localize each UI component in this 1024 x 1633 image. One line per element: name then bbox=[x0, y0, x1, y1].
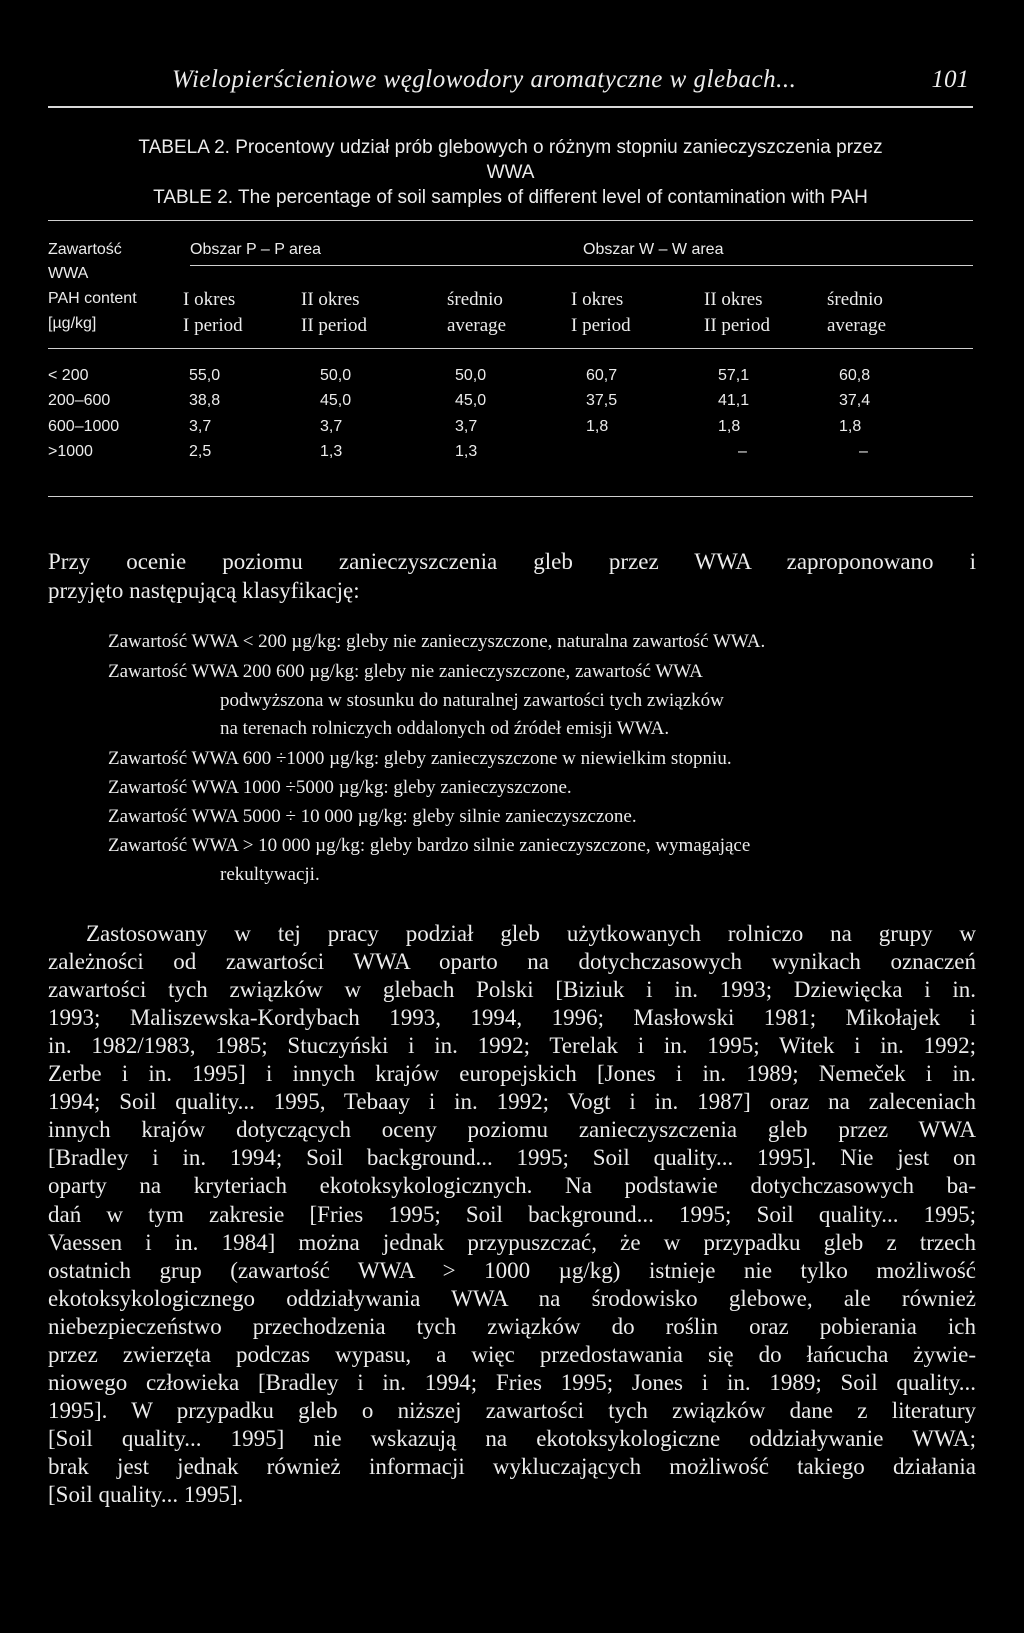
value-cell: 60,8 bbox=[839, 367, 871, 384]
range-cell: 200–600 bbox=[48, 392, 111, 409]
value-cell: 1,8 bbox=[586, 418, 609, 435]
value-cell: 1,8 bbox=[839, 418, 862, 435]
column-header-en: average bbox=[827, 315, 887, 336]
body-line: 1993; Maliszewska-Kordybach 1993, 1994, 1996; Masłowski 1981; Mikołajek i bbox=[48, 1005, 976, 1031]
intro-line1: Przy ocenie poziomu zanieczyszczenia gleb przez WWA zaproponowano i bbox=[48, 549, 976, 574]
body-line: zależności od zawartości WWA oparto na dotychczasowych wynikach oznaczeń bbox=[48, 949, 976, 975]
classification-item: Zawartość WWA < 200 µg/kg: gleby nie zanieczyszczone, naturalna zawartość WWA. bbox=[108, 631, 766, 652]
column-header-pl: II okres bbox=[301, 289, 360, 310]
value-cell: – bbox=[859, 443, 868, 460]
value-cell: 1,3 bbox=[455, 443, 478, 460]
body-line: niowego człowieka [Bradley i in. 1994; Fries 1995; Jones i in. 1989; Soil quality... bbox=[48, 1369, 976, 1395]
range-cell: < 200 bbox=[48, 367, 89, 384]
classification-item-cont: rekultywacji. bbox=[220, 864, 320, 885]
value-cell: 55,0 bbox=[189, 367, 221, 384]
body-line: Zastosowany w tej pracy podział gleb użytkowanych rolniczo na grupy w bbox=[86, 921, 976, 946]
table-caption-pl: TABELA 2. Procentowy udział prób glebowych o różnym stopniu zanieczyszczenia przez bbox=[138, 137, 883, 158]
running-header bbox=[48, 62, 973, 108]
body-line: niebezpieczeństwo przechodzenia tych związków do roślin oraz pobierania ich bbox=[48, 1313, 976, 1339]
range-cell: 600–1000 bbox=[48, 418, 120, 435]
value-cell: 1,3 bbox=[320, 443, 343, 460]
value-cell: 3,7 bbox=[320, 418, 343, 435]
value-cell: 2,5 bbox=[189, 443, 212, 460]
column-header-en: II period bbox=[301, 315, 367, 336]
body-line: in. 1982/1983, 1985; Stuczyński i in. 1992; Terelak i in. 1995; Witek i in. 1992; bbox=[48, 1033, 976, 1059]
value-cell: 45,0 bbox=[320, 392, 352, 409]
body-line: ekotoksykologicznego oddziaływania WWA na środowisko glebowe, ale również bbox=[48, 1285, 976, 1311]
classification-item: Zawartość WWA 600 ÷1000 µg/kg: gleby zanieczyszczone w niewielkim stopniu. bbox=[108, 748, 732, 769]
area-w-header: Obszar W – W area bbox=[583, 241, 724, 258]
classification-item: Zawartość WWA > 10 000 µg/kg: gleby bardzo silnie zanieczyszczone, wymagające bbox=[108, 835, 751, 856]
rowhead-line1: Zawartość bbox=[48, 241, 122, 258]
body-line: dań w tym zakresie [Fries 1995; Soil background... 1995; Soil quality... 1995; bbox=[48, 1201, 976, 1227]
body-line: 1995]. W przypadku gleb o niższej zawartości tych związków dane z literatury bbox=[48, 1397, 976, 1423]
column-header-pl: średnio bbox=[447, 289, 503, 310]
value-cell: 41,1 bbox=[718, 392, 750, 409]
rowhead-line2: WWA bbox=[48, 265, 89, 282]
column-header-pl: średnio bbox=[827, 289, 883, 310]
body-line: przez zwierzęta podczas wypasu, a więc przedostawania się do łańcucha żywie- bbox=[48, 1341, 976, 1367]
body-line: brak jest jednak również informacji wykluczających możliwość takiego działania bbox=[48, 1453, 976, 1479]
classification-item: Zawartość WWA 1000 ÷5000 µg/kg: gleby zanieczyszczone. bbox=[108, 777, 572, 798]
body-line: zawartości tych związków w glebach Polski [Biziuk i in. 1993; Dziewięcka i in. bbox=[48, 977, 976, 1003]
value-cell: – bbox=[738, 443, 747, 460]
column-header-en: I period bbox=[183, 315, 243, 336]
body-line: [Bradley i in. 1994; Soil background... 1995; Soil quality... 1995]. Nie jest on bbox=[48, 1145, 976, 1171]
column-header-pl: I okres bbox=[183, 289, 236, 310]
running-title: Wielopierścieniowe węglowodory aromatyczne w glebach... bbox=[172, 66, 797, 93]
body-line: innych krajów dotyczących oceny poziomu zanieczyszczenia gleb przez WWA bbox=[48, 1117, 976, 1143]
classification-item: Zawartość WWA 200 600 µg/kg: gleby nie zanieczyszczone, zawartość WWA bbox=[108, 661, 703, 682]
body-line: ostatnich grup (zawartość WWA > 1000 µg/kg) istnieje nie tylko możliwość bbox=[48, 1257, 976, 1283]
value-cell: 50,0 bbox=[320, 367, 352, 384]
area-header-rule bbox=[190, 265, 973, 266]
column-header-en: II period bbox=[704, 315, 770, 336]
value-cell: 37,4 bbox=[839, 392, 871, 409]
table-bottom-rule bbox=[48, 496, 973, 497]
table-caption-en: TABLE 2. The percentage of soil samples of different level of contamination with PAH bbox=[153, 187, 868, 208]
value-cell: 37,5 bbox=[586, 392, 618, 409]
column-header-en: I period bbox=[571, 315, 631, 336]
body-line: 1994; Soil quality... 1995, Tebaay i in. 1992; Vogt i in. 1987] oraz na zaleceniach bbox=[48, 1089, 976, 1115]
table-caption-pl-cont: WWA bbox=[486, 162, 535, 183]
header-bottom-rule bbox=[48, 348, 973, 349]
body-line: Vaessen i in. 1984] można jednak przypuszczać, że w przypadku gleb z trzech bbox=[48, 1229, 976, 1255]
value-cell: 3,7 bbox=[189, 418, 212, 435]
value-cell: 45,0 bbox=[455, 392, 487, 409]
value-cell: 38,8 bbox=[189, 392, 221, 409]
range-cell: >1000 bbox=[48, 443, 93, 460]
column-header-pl: II okres bbox=[704, 289, 763, 310]
body-line: Zerbe i in. 1995] i innych krajów europejskich [Jones i in. 1989; Nemeček i in. bbox=[48, 1061, 976, 1087]
classification-item-cont: podwyższona w stosunku do naturalnej zawartości tych związków bbox=[220, 690, 724, 711]
value-cell: 3,7 bbox=[455, 418, 478, 435]
body-line: [Soil quality... 1995] nie wskazują na ekotoksykologiczne oddziaływanie WWA; bbox=[48, 1425, 976, 1451]
value-cell: 57,1 bbox=[718, 367, 750, 384]
page-number: 101 bbox=[931, 66, 969, 93]
area-p-header: Obszar P – P area bbox=[190, 241, 322, 258]
column-header-en: average bbox=[447, 315, 507, 336]
value-cell: 60,7 bbox=[586, 367, 618, 384]
column-header-pl: I okres bbox=[571, 289, 624, 310]
rowhead-line4: [µg/kg] bbox=[48, 315, 97, 332]
value-cell: 50,0 bbox=[455, 367, 487, 384]
classification-item: Zawartość WWA 5000 ÷ 10 000 µg/kg: gleby silnie zanieczyszczone. bbox=[108, 806, 637, 827]
table-top-rule bbox=[48, 220, 973, 221]
intro-line2: przyjęto następującą klasyfikację: bbox=[48, 578, 360, 603]
rowhead-line3: PAH content bbox=[48, 290, 137, 307]
classification-item-cont: na terenach rolniczych oddalonych od źródeł emisji WWA. bbox=[220, 718, 670, 739]
value-cell: 1,8 bbox=[718, 418, 741, 435]
body-line: [Soil quality... 1995]. bbox=[48, 1482, 244, 1507]
body-line: oparty na kryteriach ekotoksykologicznych. Na podstawie dotychczasowych ba- bbox=[48, 1173, 976, 1199]
